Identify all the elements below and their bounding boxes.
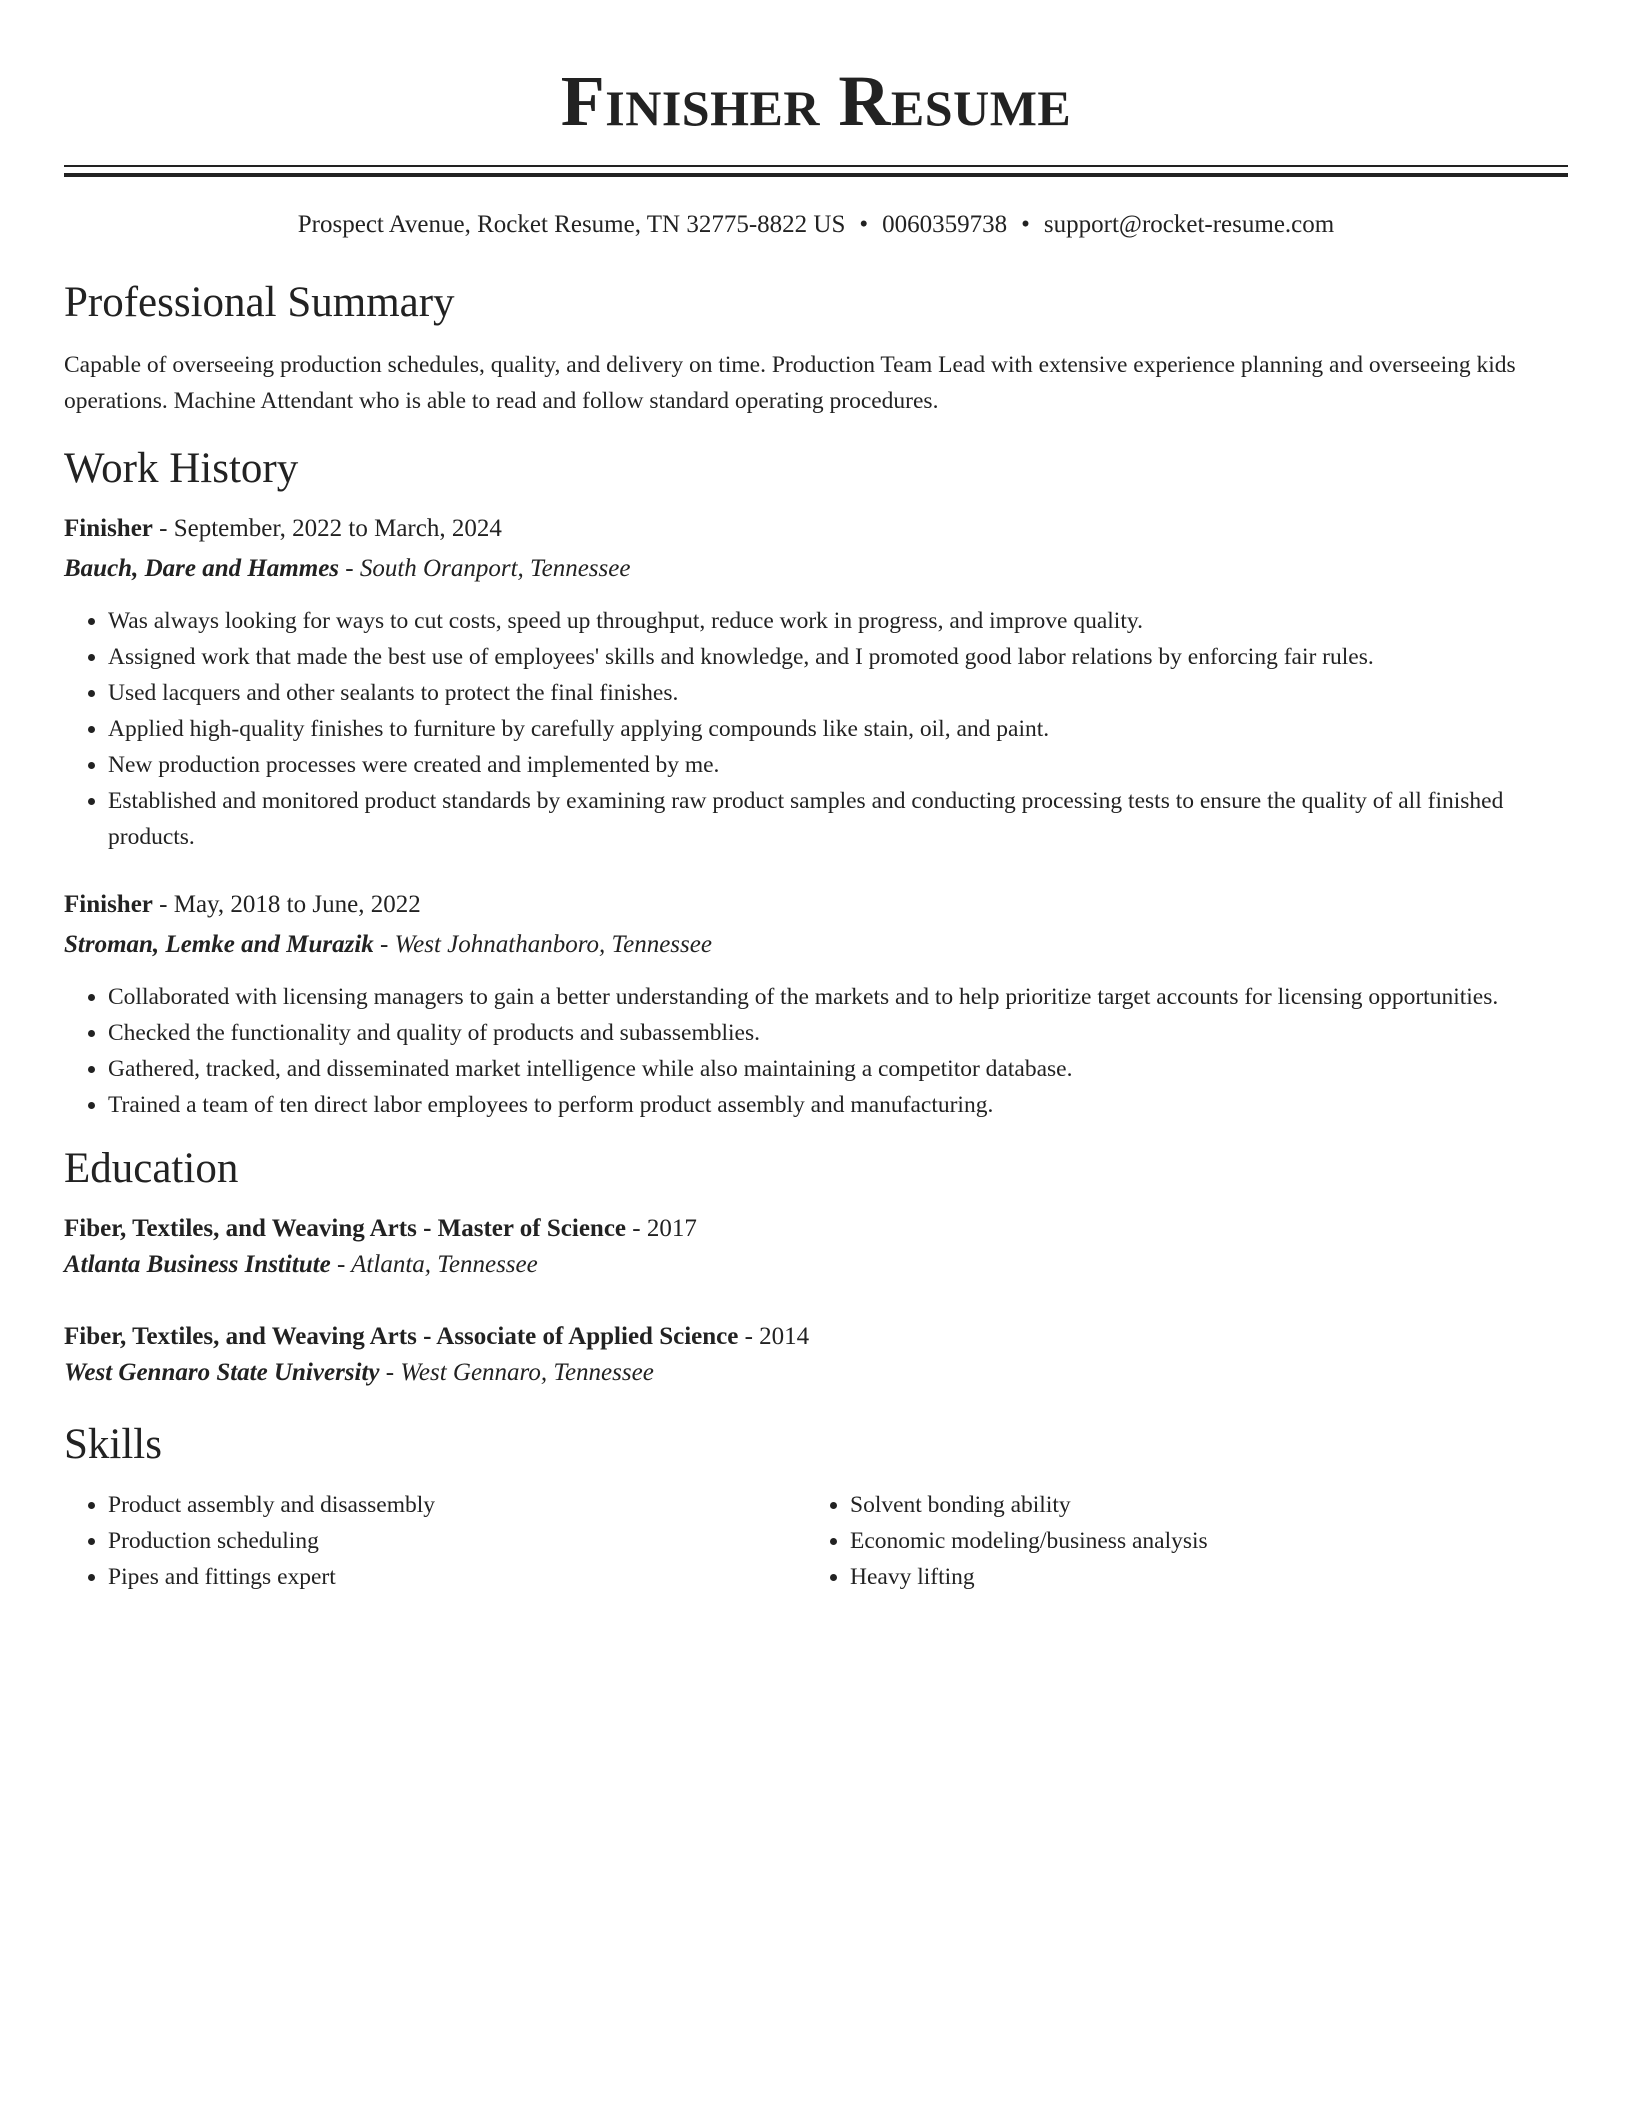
list-item: • Collaborated with licensing managers to gain a better understanding of the markets and to help prioritize target accounts for licensing opportunities.: [108, 979, 1568, 1015]
company-name: Bauch, Dare and Hammes: [64, 555, 340, 582]
list-item: • Applied high-quality finishes to furniture by carefully applying compounds like stain, oil, and paint.: [108, 711, 1568, 747]
list-item: • Used lacquers and other sealants to protect the final finishes.: [108, 675, 1568, 711]
list-item: • Solvent bonding ability: [850, 1487, 1566, 1523]
job-dates: - May, 2018 to June, 2022: [152, 891, 421, 918]
skills-columns: [64, 1487, 1568, 1595]
list-item: • Economic modeling/business analysis: [850, 1523, 1566, 1559]
skills-list-left: [64, 1487, 806, 1595]
skills-section: [64, 1419, 1568, 1595]
list-item: • Pipes and fittings expert: [108, 1559, 806, 1595]
list-item: • Production scheduling: [108, 1523, 806, 1559]
degree-name: Fiber, Textiles, and Weaving Arts - Master of Science: [64, 1215, 627, 1242]
company-location: - West Johnathanboro, Tennessee: [373, 931, 712, 958]
job-duties-list: [64, 979, 1568, 1123]
company-line: [64, 551, 1568, 587]
contact-phone: 0060359738: [882, 211, 1008, 238]
education-entry: [64, 1211, 1568, 1283]
education-entry: [64, 1319, 1568, 1391]
list-item: • Heavy lifting: [850, 1559, 1566, 1595]
summary-text: Capable of overseeing production schedules, quality, and delivery on time. Production Team Lead with extensive experience planning and overseeing kids operations. Machine Attendant who is able to read and follow standard operating procedures.: [64, 352, 1516, 414]
work-history-section: [64, 443, 1568, 1123]
degree-name: Fiber, Textiles, and Weaving Arts - Associate of Applied Science: [64, 1323, 739, 1350]
list-item: • Was always looking for ways to cut costs, speed up throughput, reduce work in progress, and improve quality.: [108, 603, 1568, 639]
school-location: - Atlanta, Tennessee: [330, 1251, 538, 1278]
job-entry: [64, 511, 1568, 855]
school-name: Atlanta Business Institute: [64, 1251, 331, 1278]
title-divider-thin: [64, 165, 1568, 167]
job-title: Finisher: [64, 515, 153, 542]
skills-list-right: [806, 1487, 1566, 1595]
degree-year: - 2017: [626, 1215, 697, 1242]
list-item: • Established and monitored product standards by examining raw product samples and conducting processing tests to ensure the quality of all finished products.: [108, 783, 1568, 855]
school-line: [64, 1247, 1568, 1283]
title-divider-thick: [64, 173, 1568, 177]
job-entry: [64, 887, 1568, 1123]
education-section: [64, 1143, 1568, 1391]
list-item: • Trained a team of ten direct labor employees to perform product assembly and manufacturing.: [108, 1087, 1568, 1123]
summary-heading: Professional Summary: [64, 279, 455, 326]
company-location: - South Oranport, Tennessee: [339, 555, 631, 582]
summary-section: [64, 277, 1568, 419]
job-title-line: [64, 511, 1568, 547]
list-item: • Assigned work that made the best use of employees' skills and knowledge, and I promoted good labor relations by enforcing fair rules.: [108, 639, 1568, 675]
degree-year: - 2014: [738, 1323, 810, 1350]
list-item: • New production processes were created and implemented by me.: [108, 747, 1568, 783]
skills-heading: Skills: [64, 1421, 162, 1468]
job-duties-list: [64, 603, 1568, 855]
contact-separator: •: [859, 211, 869, 238]
contact-email: support@rocket-resume.com: [1043, 211, 1335, 238]
job-title: Finisher: [64, 891, 153, 918]
degree-line: [64, 1211, 1568, 1247]
list-item: • Checked the functionality and quality of products and subassemblies.: [108, 1015, 1568, 1051]
company-name: Stroman, Lemke and Murazik: [64, 931, 374, 958]
company-line: [64, 927, 1568, 963]
contact-address: Prospect Avenue, Rocket Resume, TN 32775-8822 US: [297, 211, 846, 238]
degree-line: [64, 1319, 1568, 1355]
job-title-line: [64, 887, 1568, 923]
list-item: • Product assembly and disassembly: [108, 1487, 806, 1523]
job-dates: - September, 2022 to March, 2024: [152, 515, 502, 542]
school-name: West Gennaro State University: [64, 1359, 380, 1386]
contact-line: [64, 209, 1568, 241]
resume-title: Finisher Resume: [560, 61, 1072, 141]
contact-separator: •: [1021, 211, 1030, 238]
work-history-heading: Work History: [64, 445, 299, 492]
list-item: • Gathered, tracked, and disseminated market intelligence while also maintaining a competitor database.: [108, 1051, 1568, 1087]
school-line: [64, 1355, 1568, 1391]
education-heading: Education: [64, 1145, 239, 1192]
school-location: - West Gennaro, Tennessee: [379, 1359, 654, 1386]
